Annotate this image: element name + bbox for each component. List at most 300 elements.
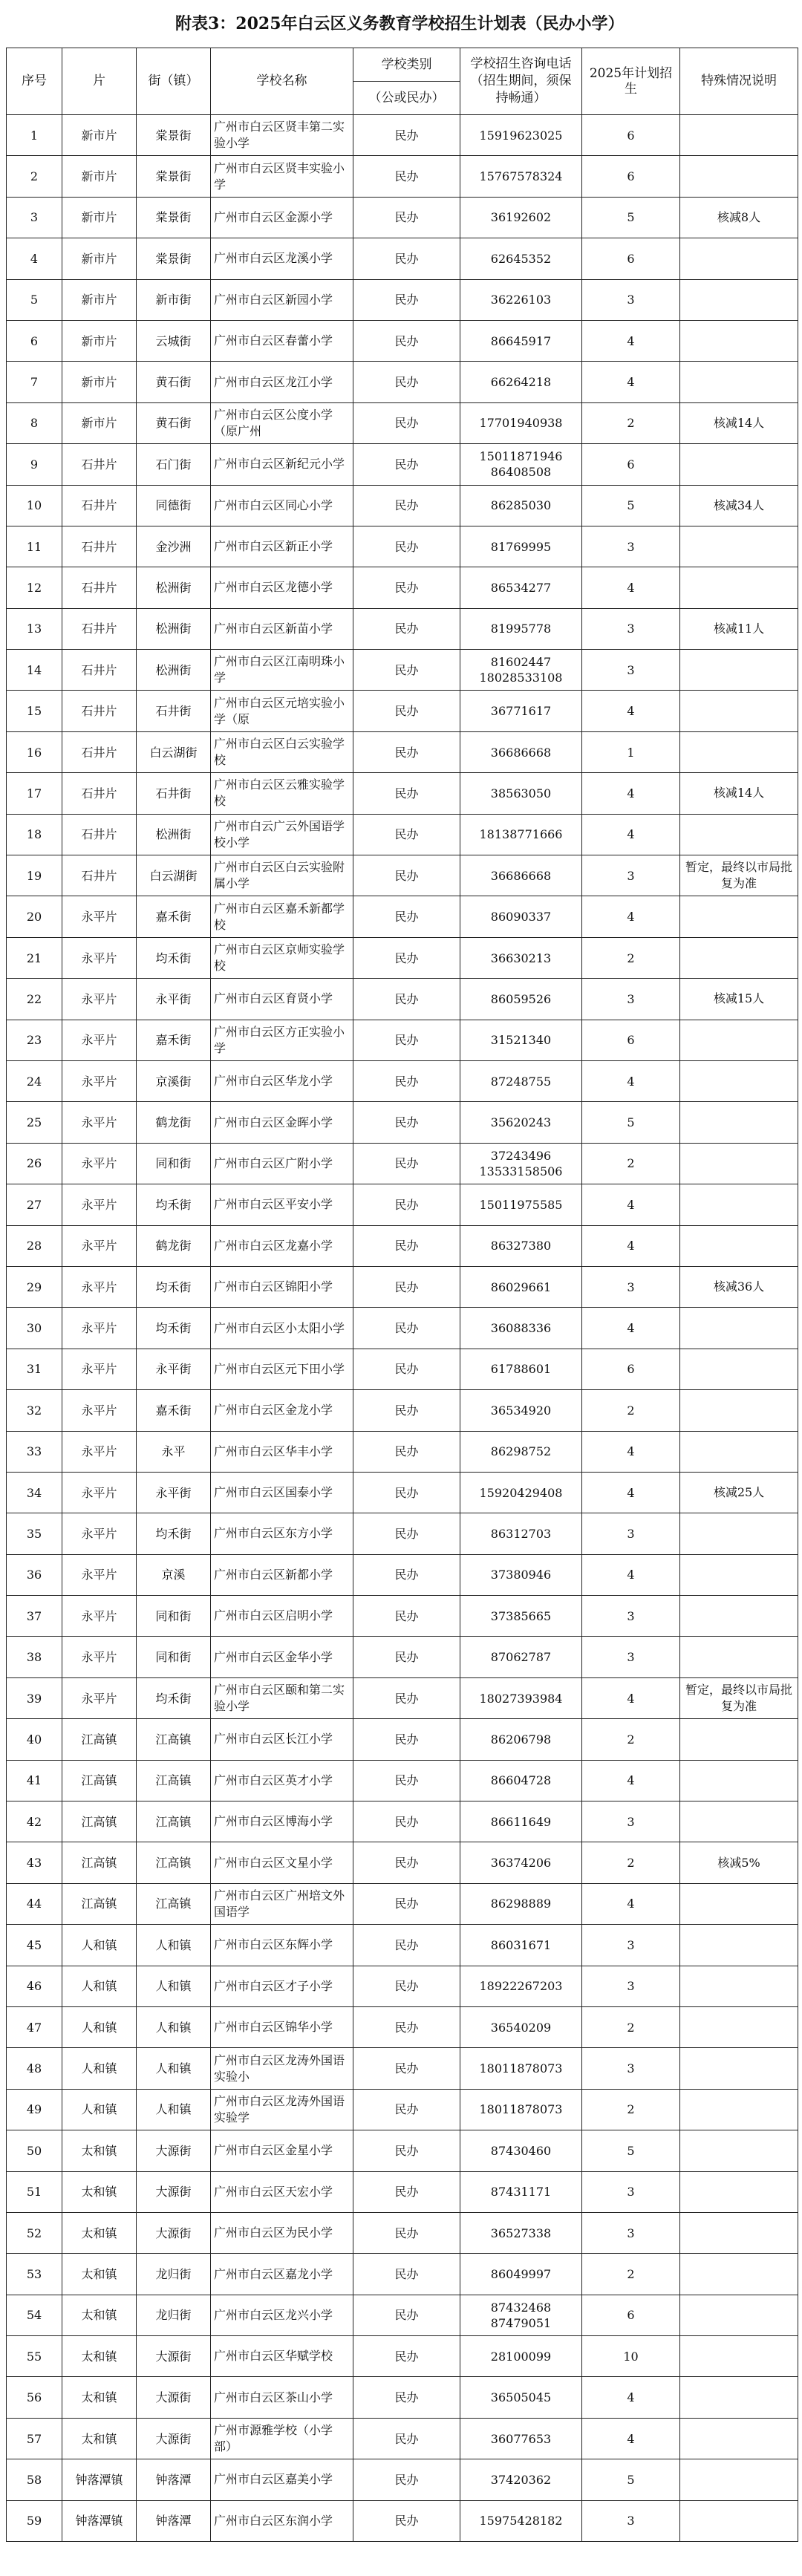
cell-area: 人和镇 xyxy=(62,2048,137,2089)
table-row xyxy=(7,608,798,649)
cell-school: 广州市白云区龙涛外国语实验小 xyxy=(211,2048,353,2089)
cell-phone: 86059526 xyxy=(460,979,582,1020)
cell-seq: 42 xyxy=(7,1801,62,1842)
cell-school: 广州市白云区白云实验学校 xyxy=(211,731,353,772)
cell-quota: 6 xyxy=(582,444,680,485)
cell-school: 广州市白云区新园小学 xyxy=(211,279,353,320)
cell-school: 广州市白云区东方小学 xyxy=(211,1513,353,1554)
cell-type: 民办 xyxy=(353,2418,460,2459)
cell-seq: 33 xyxy=(7,1431,62,1472)
cell-quota: 3 xyxy=(582,279,680,320)
cell-type: 民办 xyxy=(353,1554,460,1595)
cell-area: 人和镇 xyxy=(62,1966,137,2006)
cell-seq: 11 xyxy=(7,526,62,567)
cell-phone: 36527338 xyxy=(460,2212,582,2253)
cell-note xyxy=(680,1102,798,1143)
cell-phone: 36226103 xyxy=(460,279,582,320)
cell-street: 同德街 xyxy=(137,485,211,526)
table-row xyxy=(7,115,798,156)
cell-school: 广州市白云区方正实验小学 xyxy=(211,1020,353,1060)
cell-school: 广州市白云区新苗小学 xyxy=(211,608,353,649)
cell-type: 民办 xyxy=(353,567,460,608)
cell-note xyxy=(680,1513,798,1554)
cell-seq: 25 xyxy=(7,1102,62,1143)
cell-phone: 18027393984 xyxy=(460,1677,582,1718)
cell-seq: 3 xyxy=(7,197,62,238)
cell-area: 永平片 xyxy=(62,1513,137,1554)
cell-street: 均禾街 xyxy=(137,1513,211,1554)
table-row xyxy=(7,2171,798,2212)
cell-note xyxy=(680,2089,798,2130)
cell-type: 民办 xyxy=(353,279,460,320)
cell-note xyxy=(680,1719,798,1760)
cell-type: 民办 xyxy=(353,650,460,691)
cell-area: 钟落潭镇 xyxy=(62,2500,137,2541)
cell-school: 广州市白云区龙嘉小学 xyxy=(211,1225,353,1266)
cell-phone: 36686668 xyxy=(460,855,582,896)
cell-type: 民办 xyxy=(353,1883,460,1924)
cell-seq: 5 xyxy=(7,279,62,320)
cell-phone: 18138771666 xyxy=(460,814,582,855)
cell-seq: 14 xyxy=(7,650,62,691)
cell-area: 永平片 xyxy=(62,1431,137,1472)
cell-type: 民办 xyxy=(353,402,460,443)
cell-seq: 6 xyxy=(7,320,62,361)
header-seq: 序号 xyxy=(7,48,62,115)
cell-school: 广州市白云区嘉龙小学 xyxy=(211,2254,353,2295)
table-row xyxy=(7,1883,798,1924)
table-row xyxy=(7,320,798,361)
cell-seq: 45 xyxy=(7,1925,62,1966)
cell-area: 石井片 xyxy=(62,731,137,772)
cell-street: 人和镇 xyxy=(137,1925,211,1966)
table-row xyxy=(7,1554,798,1595)
cell-street: 龙归街 xyxy=(137,2295,211,2335)
cell-area: 人和镇 xyxy=(62,2006,137,2047)
cell-quota: 2 xyxy=(582,1143,680,1184)
cell-phone: 35620243 xyxy=(460,1102,582,1143)
table-row xyxy=(7,1431,798,1472)
cell-school: 广州市白云区广附小学 xyxy=(211,1143,353,1184)
cell-seq: 43 xyxy=(7,1842,62,1883)
cell-street: 江高镇 xyxy=(137,1719,211,1760)
cell-note xyxy=(680,1390,798,1431)
cell-quota: 4 xyxy=(582,1883,680,1924)
cell-note xyxy=(680,2212,798,2253)
cell-street: 大源街 xyxy=(137,2171,211,2212)
cell-note xyxy=(680,1431,798,1472)
cell-street: 均禾街 xyxy=(137,1677,211,1718)
table-row xyxy=(7,2089,798,2130)
cell-type: 民办 xyxy=(353,1719,460,1760)
cell-type: 民办 xyxy=(353,115,460,156)
cell-seq: 32 xyxy=(7,1390,62,1431)
cell-note xyxy=(680,2377,798,2418)
cell-seq: 30 xyxy=(7,1308,62,1349)
cell-area: 新市片 xyxy=(62,115,137,156)
cell-street: 人和镇 xyxy=(137,1966,211,2006)
cell-street: 江高镇 xyxy=(137,1760,211,1801)
cell-area: 永平片 xyxy=(62,1266,137,1307)
cell-school: 广州市白云区华丰小学 xyxy=(211,1431,353,1472)
cell-note xyxy=(680,2254,798,2295)
cell-note xyxy=(680,1554,798,1595)
table-row xyxy=(7,197,798,238)
table-row xyxy=(7,238,798,279)
cell-type: 民办 xyxy=(353,526,460,567)
table-row xyxy=(7,2336,798,2377)
cell-type: 民办 xyxy=(353,1020,460,1060)
enrollment-table xyxy=(6,48,798,2542)
cell-seq: 39 xyxy=(7,1677,62,1718)
table-row xyxy=(7,526,798,567)
cell-seq: 20 xyxy=(7,896,62,937)
cell-school: 广州市源雅学校（小学部） xyxy=(211,2418,353,2459)
cell-area: 太和镇 xyxy=(62,2254,137,2295)
table-row xyxy=(7,1472,798,1513)
cell-area: 江高镇 xyxy=(62,1719,137,1760)
cell-seq: 41 xyxy=(7,1760,62,1801)
cell-street: 石门街 xyxy=(137,444,211,485)
cell-type: 民办 xyxy=(353,937,460,978)
cell-seq: 48 xyxy=(7,2048,62,2089)
header-phone: 学校招生咨询电话（招生期间，须保持畅通） xyxy=(460,48,582,115)
cell-type: 民办 xyxy=(353,2171,460,2212)
cell-street: 永平街 xyxy=(137,979,211,1020)
table-row xyxy=(7,1637,798,1677)
cell-street: 江高镇 xyxy=(137,1842,211,1883)
header-category-sub: （公或民办） xyxy=(353,82,460,115)
cell-phone: 37380946 xyxy=(460,1554,582,1595)
cell-note xyxy=(680,362,798,402)
cell-type: 民办 xyxy=(353,1801,460,1842)
cell-school: 广州市白云区新正小学 xyxy=(211,526,353,567)
table-row xyxy=(7,485,798,526)
table-row xyxy=(7,1308,798,1349)
table-row xyxy=(7,1060,798,1101)
cell-note xyxy=(680,2048,798,2089)
cell-school: 广州市白云区云雅实验学校 xyxy=(211,773,353,814)
cell-note xyxy=(680,896,798,937)
cell-quota: 3 xyxy=(582,2212,680,2253)
cell-area: 永平片 xyxy=(62,1637,137,1677)
cell-note: 核减5% xyxy=(680,1842,798,1883)
cell-seq: 18 xyxy=(7,814,62,855)
cell-school: 广州市白云区华龙小学 xyxy=(211,1060,353,1101)
cell-school: 广州市白云区元下田小学 xyxy=(211,1349,353,1389)
cell-area: 永平片 xyxy=(62,979,137,1020)
cell-seq: 7 xyxy=(7,362,62,402)
cell-quota: 3 xyxy=(582,1801,680,1842)
table-row xyxy=(7,1266,798,1307)
cell-quota: 5 xyxy=(582,2459,680,2500)
cell-seq: 10 xyxy=(7,485,62,526)
cell-area: 永平片 xyxy=(62,1184,137,1225)
cell-note xyxy=(680,937,798,978)
cell-quota: 4 xyxy=(582,1431,680,1472)
cell-seq: 44 xyxy=(7,1883,62,1924)
table-row xyxy=(7,1349,798,1389)
cell-seq: 24 xyxy=(7,1060,62,1101)
table-row xyxy=(7,1966,798,2006)
cell-phone: 31521340 xyxy=(460,1020,582,1060)
cell-note xyxy=(680,814,798,855)
cell-school: 广州市白云区育贤小学 xyxy=(211,979,353,1020)
cell-area: 新市片 xyxy=(62,279,137,320)
cell-street: 同和街 xyxy=(137,1637,211,1677)
cell-school: 广州市白云区平安小学 xyxy=(211,1184,353,1225)
cell-area: 永平片 xyxy=(62,1472,137,1513)
cell-school: 广州市白云区元培实验小学（原 xyxy=(211,691,353,731)
cell-type: 民办 xyxy=(353,1677,460,1718)
cell-quota: 6 xyxy=(582,2295,680,2335)
cell-phone: 87248755 xyxy=(460,1060,582,1101)
cell-area: 石井片 xyxy=(62,485,137,526)
header-school: 学校名称 xyxy=(211,48,353,115)
cell-area: 永平片 xyxy=(62,896,137,937)
table-row xyxy=(7,1760,798,1801)
cell-area: 太和镇 xyxy=(62,2171,137,2212)
cell-street: 棠景街 xyxy=(137,238,211,279)
header-row xyxy=(7,48,798,82)
cell-street: 白云湖街 xyxy=(137,855,211,896)
cell-street: 永平街 xyxy=(137,1349,211,1389)
cell-quota: 6 xyxy=(582,115,680,156)
table-row xyxy=(7,2130,798,2171)
cell-school: 广州市白云区京师实验学校 xyxy=(211,937,353,978)
cell-street: 嘉禾街 xyxy=(137,1390,211,1431)
cell-area: 江高镇 xyxy=(62,1842,137,1883)
cell-phone: 36534920 xyxy=(460,1390,582,1431)
cell-note: 核减8人 xyxy=(680,197,798,238)
cell-phone: 37420362 xyxy=(460,2459,582,2500)
table-row xyxy=(7,773,798,814)
cell-phone: 87062787 xyxy=(460,1637,582,1677)
cell-school: 广州市白云区启明小学 xyxy=(211,1596,353,1637)
cell-street: 云城街 xyxy=(137,320,211,361)
cell-street: 均禾街 xyxy=(137,1266,211,1307)
cell-area: 新市片 xyxy=(62,197,137,238)
cell-quota: 4 xyxy=(582,691,680,731)
cell-quota: 2 xyxy=(582,2254,680,2295)
cell-street: 大源街 xyxy=(137,2418,211,2459)
cell-phone: 36771617 xyxy=(460,691,582,731)
table-row xyxy=(7,2500,798,2541)
cell-quota: 2 xyxy=(582,1390,680,1431)
cell-area: 太和镇 xyxy=(62,2130,137,2171)
cell-street: 均禾街 xyxy=(137,1308,211,1349)
cell-note xyxy=(680,1883,798,1924)
cell-quota: 3 xyxy=(582,979,680,1020)
cell-street: 大源街 xyxy=(137,2377,211,2418)
header-area: 片 xyxy=(62,48,137,115)
cell-area: 永平片 xyxy=(62,937,137,978)
cell-school: 广州市白云区天宏小学 xyxy=(211,2171,353,2212)
cell-street: 松洲街 xyxy=(137,814,211,855)
cell-street: 棠景街 xyxy=(137,156,211,197)
table-row xyxy=(7,691,798,731)
cell-seq: 52 xyxy=(7,2212,62,2253)
cell-quota: 4 xyxy=(582,1472,680,1513)
cell-quota: 3 xyxy=(582,2500,680,2541)
cell-phone: 86298889 xyxy=(460,1883,582,1924)
cell-quota: 3 xyxy=(582,650,680,691)
cell-seq: 29 xyxy=(7,1266,62,1307)
cell-area: 江高镇 xyxy=(62,1883,137,1924)
cell-seq: 8 xyxy=(7,402,62,443)
cell-street: 金沙洲 xyxy=(137,526,211,567)
cell-street: 鹤龙街 xyxy=(137,1225,211,1266)
cell-area: 永平片 xyxy=(62,1596,137,1637)
cell-note: 核减36人 xyxy=(680,1266,798,1307)
cell-note xyxy=(680,526,798,567)
table-row xyxy=(7,1143,798,1184)
cell-phone: 37385665 xyxy=(460,1596,582,1637)
cell-type: 民办 xyxy=(353,238,460,279)
cell-street: 嘉禾街 xyxy=(137,896,211,937)
cell-note xyxy=(680,1801,798,1842)
cell-type: 民办 xyxy=(353,731,460,772)
cell-quota: 4 xyxy=(582,1308,680,1349)
table-row xyxy=(7,855,798,896)
cell-type: 民办 xyxy=(353,2500,460,2541)
cell-phone: 81769995 xyxy=(460,526,582,567)
cell-school: 广州市白云区嘉禾新都学校 xyxy=(211,896,353,937)
cell-phone: 81602447 18028533108 xyxy=(460,650,582,691)
cell-type: 民办 xyxy=(353,2212,460,2253)
cell-quota: 10 xyxy=(582,2336,680,2377)
table-row xyxy=(7,2295,798,2335)
cell-street: 大源街 xyxy=(137,2212,211,2253)
cell-type: 民办 xyxy=(353,2336,460,2377)
table-row xyxy=(7,362,798,402)
cell-street: 石井街 xyxy=(137,773,211,814)
cell-type: 民办 xyxy=(353,2254,460,2295)
cell-type: 民办 xyxy=(353,1060,460,1101)
cell-type: 民办 xyxy=(353,2048,460,2089)
cell-note: 核减25人 xyxy=(680,1472,798,1513)
cell-type: 民办 xyxy=(353,362,460,402)
cell-seq: 23 xyxy=(7,1020,62,1060)
cell-phone: 86049997 xyxy=(460,2254,582,2295)
cell-phone: 15975428182 xyxy=(460,2500,582,2541)
cell-seq: 13 xyxy=(7,608,62,649)
cell-quota: 4 xyxy=(582,1060,680,1101)
header-street: 街（镇） xyxy=(137,48,211,115)
cell-type: 民办 xyxy=(353,197,460,238)
cell-seq: 4 xyxy=(7,238,62,279)
cell-type: 民办 xyxy=(353,896,460,937)
cell-phone: 36630213 xyxy=(460,937,582,978)
table-row xyxy=(7,1596,798,1637)
cell-seq: 1 xyxy=(7,115,62,156)
cell-quota: 4 xyxy=(582,362,680,402)
cell-type: 民办 xyxy=(353,1225,460,1266)
cell-seq: 46 xyxy=(7,1966,62,2006)
cell-school: 广州市白云区国泰小学 xyxy=(211,1472,353,1513)
cell-note xyxy=(680,650,798,691)
cell-note xyxy=(680,2459,798,2500)
cell-seq: 22 xyxy=(7,979,62,1020)
cell-school: 广州市白云区嘉美小学 xyxy=(211,2459,353,2500)
cell-street: 均禾街 xyxy=(137,937,211,978)
table-row xyxy=(7,1102,798,1143)
cell-phone: 36088336 xyxy=(460,1308,582,1349)
cell-street: 龙归街 xyxy=(137,2254,211,2295)
table-row xyxy=(7,1801,798,1842)
cell-area: 永平片 xyxy=(62,1143,137,1184)
cell-phone: 86298752 xyxy=(460,1431,582,1472)
cell-phone: 37243496 13533158506 xyxy=(460,1143,582,1184)
cell-quota: 4 xyxy=(582,1184,680,1225)
cell-quota: 6 xyxy=(582,156,680,197)
cell-seq: 50 xyxy=(7,2130,62,2171)
cell-note xyxy=(680,2418,798,2459)
cell-note xyxy=(680,2130,798,2171)
cell-quota: 1 xyxy=(582,731,680,772)
cell-quota: 2 xyxy=(582,402,680,443)
cell-seq: 28 xyxy=(7,1225,62,1266)
cell-phone: 61788601 xyxy=(460,1349,582,1389)
table-row xyxy=(7,444,798,485)
cell-note xyxy=(680,1966,798,2006)
cell-street: 松洲街 xyxy=(137,567,211,608)
cell-quota: 3 xyxy=(582,1925,680,1966)
cell-area: 永平片 xyxy=(62,1349,137,1389)
cell-note: 暂定，最终以市局批复为准 xyxy=(680,855,798,896)
table-row xyxy=(7,650,798,691)
cell-school: 广州市白云区白云实验附属小学 xyxy=(211,855,353,896)
table-row xyxy=(7,1513,798,1554)
cell-area: 永平片 xyxy=(62,1102,137,1143)
header-quota: 2025年计划招生 xyxy=(582,48,680,115)
cell-quota: 2 xyxy=(582,2006,680,2047)
cell-school: 广州市白云区同心小学 xyxy=(211,485,353,526)
cell-quota: 3 xyxy=(582,608,680,649)
cell-quota: 3 xyxy=(582,2171,680,2212)
cell-quota: 4 xyxy=(582,567,680,608)
cell-note xyxy=(680,279,798,320)
table-row xyxy=(7,937,798,978)
cell-area: 永平片 xyxy=(62,1020,137,1060)
cell-street: 松洲街 xyxy=(137,650,211,691)
cell-street: 同和街 xyxy=(137,1596,211,1637)
cell-seq: 26 xyxy=(7,1143,62,1184)
cell-area: 江高镇 xyxy=(62,1760,137,1801)
cell-note xyxy=(680,567,798,608)
cell-school: 广州市白云区新纪元小学 xyxy=(211,444,353,485)
cell-phone: 15920429408 xyxy=(460,1472,582,1513)
cell-school: 广州市白云区龙溪小学 xyxy=(211,238,353,279)
cell-school: 广州市白云区江南明珠小学 xyxy=(211,650,353,691)
cell-phone: 36505045 xyxy=(460,2377,582,2418)
cell-quota: 4 xyxy=(582,1677,680,1718)
cell-phone: 18011878073 xyxy=(460,2048,582,2089)
cell-school: 广州市白云区东辉小学 xyxy=(211,1925,353,1966)
page-title: 附表3：2025年白云区义务教育学校招生计划表（民办小学） xyxy=(175,14,625,33)
cell-seq: 51 xyxy=(7,2171,62,2212)
cell-area: 石井片 xyxy=(62,691,137,731)
cell-quota: 2 xyxy=(582,1719,680,1760)
cell-quota: 4 xyxy=(582,2377,680,2418)
cell-type: 民办 xyxy=(353,1266,460,1307)
cell-street: 棠景街 xyxy=(137,115,211,156)
cell-school: 广州市白云广云外国语学校小学 xyxy=(211,814,353,855)
cell-phone: 18011878073 xyxy=(460,2089,582,2130)
cell-note xyxy=(680,2171,798,2212)
table-row xyxy=(7,156,798,197)
cell-note xyxy=(680,691,798,731)
